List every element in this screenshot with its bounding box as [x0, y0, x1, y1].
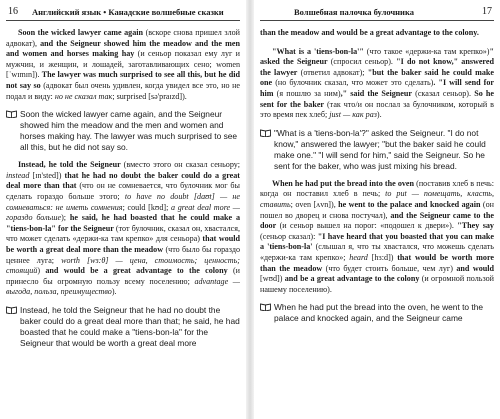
left-page-header	[6, 6, 240, 21]
right-page-body	[260, 28, 494, 331]
annotated-paragraph: Instead, he told the Seigneur (вместо этого он сказал сеньору; instead [ɪn'sted]) that he had no doubt the baker could do a great deal more than that (что он не сомневается, что булочник мог бы сделать гораздо больше этого; to have no doubt [daʊt] — не сомневаться: не иметь сомнения; could [kʊd]; a great deal more — гораздо больше); he said, he had boasted that he could make a "tiens-bon-la" for the Seigneur (тот булочник, сказал он, хвастался, что может сделать «держи-ка там крепко» для сеньора) that would be worth a great deal more than the meadow (что было бы гораздо ценнее луга; worth [wɜ:θ] — цена, стоимость; ценность; стоящий) and would be a great advantage to the colony (и принесло бы огромную пользу всему поселению; advantage — выгода, польза, преимущество).	[6, 160, 241, 297]
page-number: 16	[8, 6, 18, 17]
left-page	[0, 0, 246, 419]
book-icon	[260, 303, 271, 311]
plain-text-paragraph: Soon the wicked lawyer came again, and the Seigneur showed him the meadow and the men and women and horses making hay. The lawyer was much surprised to see all this, but he did not say so.	[6, 109, 240, 153]
right-page	[254, 0, 500, 419]
plain-text-paragraph: "What is a 'tiens-bon-la'?" asked the Seigneur. "I do not know," answered the lawyer; "but the baker said he could make one." "I will send for him," said the Seigneur. So he sent for the baker, who was just mixing his bread.	[260, 128, 494, 172]
right-page-header	[260, 6, 494, 21]
book-icon	[6, 306, 17, 314]
plain-text-paragraph: When he had put the bread into the oven, he went to the palace and knocked again, and the Seigneur came	[260, 302, 494, 324]
book-gutter	[246, 0, 254, 419]
annotated-paragraph: "What is a 'tiens-bon-la'" (что такое «держи-ка там крепко»)" asked the Seigneur (спросил сеньор). "I do not know," answered the lawyer (ответил адвокат); "but the baker said he could make one (но булочник сказал, что может это сделать). "I will send for him (я пошлю за ним)," said the Seigneur (сказал сеньор). So he sent for the baker (так что/и он послал за булочником, который в это время пек хлеб; just — как раз).	[260, 46, 495, 120]
left-page-body	[6, 28, 240, 356]
book-icon	[6, 110, 17, 118]
book-icon	[260, 129, 271, 137]
page-number: 17	[482, 6, 492, 17]
annotated-paragraph: Soon the wicked lawyer came again (вскоре снова пришел злой адвокат), and the Seigneur showed him the meadow and the men and women and horses making hay (и сеньор показал ему луг и мужчин, и женщин, и лошадей, заготавливающих сено; women [ˈwɪmɪn]). The lawyer was much surprised to see all this, but he did not say so (адвокат был очень удивлен, когда увидел все это, но не подал и виду: но не сказал так; surprised [sə'praɪzd]).	[6, 28, 240, 101]
plain-text-paragraph: Instead, he told the Seigneur that he had no doubt the baker could do a great deal more than that; he said, he had boasted that he could make a "tiens-bon-la" for the Seigneur that would be worth a great deal more	[6, 305, 240, 349]
running-title: Английский язык • Канадские волшебные сказки	[32, 7, 224, 17]
annotated-paragraph: When he had put the bread into the oven (поставив хлеб в печь: когда он поставил хлеб в печь; to put — помещать, класть, ставить; oven [ʌvn]), he went to the palace and knocked again (он пошел во дворец и снова постучал), and the Seigneur came to the door (и сеньор вышел на порог: «подошел к двери»). "They say (сеньор сказал): "I have heard that you boasted that you can make a 'tiens-bon-la' (слышал я, что ты хвастался, что можешь сделать «держи-ка там крепко»; heard [hɜ:d]) that would be worth more than the meadow (что будет стоить больше, чем луг) and would [wʊd]) and be a great advantage to the colony (и огромной пользой нашему поселению).	[260, 178, 495, 294]
running-title: Волшебная палочка булочника	[294, 7, 414, 17]
continued-text: than the meadow and would be a great advantage to the colony.	[260, 28, 479, 37]
